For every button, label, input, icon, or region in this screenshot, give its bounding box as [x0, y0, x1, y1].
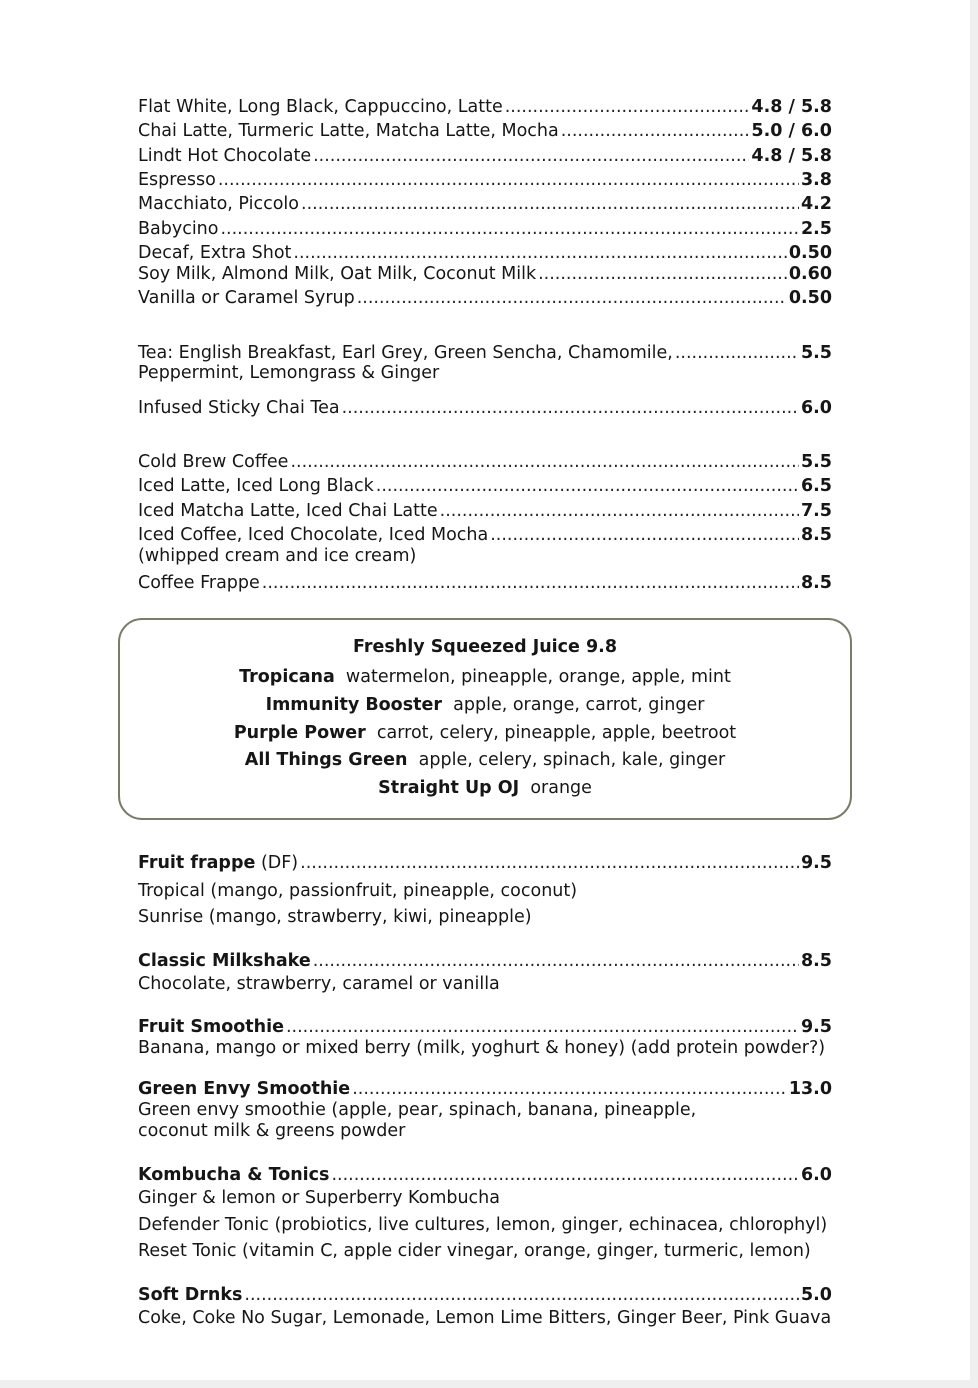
item-name: Babycino — [138, 219, 219, 239]
item-price: 4.8 / 5.8 — [751, 97, 832, 117]
juice-name: Immunity Booster — [265, 695, 442, 715]
menu-item — [138, 193, 832, 215]
item-name: Infused Sticky Chai Tea — [138, 398, 340, 418]
menu-item-kombucha — [138, 1164, 832, 1186]
iced-note: (whipped cream and ice cream) — [138, 546, 417, 566]
item-price: 9.5 — [800, 853, 832, 873]
item-name: Chai Latte, Turmeric Latte, Matcha Latte, Mocha — [138, 121, 559, 141]
menu-item — [138, 242, 832, 264]
menu-item-fruit-smoothie — [138, 1016, 832, 1038]
item-detail: Banana, mango or mixed berry (milk, yoghurt & honey) (add protein powder?) — [138, 1038, 826, 1058]
item-name: Green Envy Smoothie — [138, 1079, 351, 1099]
menu-item — [138, 475, 832, 497]
item-detail: Sunrise (mango, strawberry, kiwi, pineapple) — [138, 907, 532, 927]
juice-item — [120, 749, 850, 771]
menu-item-tea — [138, 342, 832, 364]
item-price: 4.8 / 5.8 — [751, 146, 832, 166]
item-name: Soft Drnks — [138, 1285, 243, 1305]
menu-item-milkshake — [138, 950, 832, 972]
item-name: Lindt Hot Chocolate — [138, 146, 312, 166]
juice-name: All Things Green — [244, 750, 408, 770]
item-name: Iced Latte, Iced Long Black — [138, 476, 374, 496]
item-name: Flat White, Long Black, Cappuccino, Latte — [138, 97, 503, 117]
menu-item-chai-tea — [138, 397, 832, 419]
item-name: Coffee Frappe — [138, 573, 260, 593]
juice-desc: apple, orange, carrot, ginger — [453, 695, 705, 715]
menu-item — [138, 500, 832, 522]
menu-item — [138, 263, 832, 285]
item-price: 6.0 — [800, 398, 832, 418]
item-price: 5.5 — [800, 452, 832, 472]
juice-item — [120, 666, 850, 688]
item-price: 5.0 — [800, 1285, 832, 1305]
item-price: 6.5 — [800, 476, 832, 496]
juice-desc: apple, celery, spinach, kale, ginger — [418, 750, 726, 770]
item-price: 7.5 — [800, 501, 832, 521]
item-name: Cold Brew Coffee — [138, 452, 289, 472]
item-detail: Ginger & lemon or Superberry Kombucha — [138, 1188, 500, 1208]
juice-item — [120, 777, 850, 799]
item-detail: Chocolate, strawberry, caramel or vanilla — [138, 974, 500, 994]
juice-item — [120, 694, 850, 716]
item-price: 0.50 — [788, 243, 832, 263]
item-name: Tea: English Breakfast, Earl Grey, Green Sencha, Chamomile, — [138, 343, 673, 363]
menu-item — [138, 524, 832, 546]
juice-desc: watermelon, pineapple, orange, apple, mint — [345, 667, 731, 687]
tea-continued: Peppermint, Lemongrass & Ginger — [138, 363, 440, 383]
item-name: Classic Milkshake — [138, 951, 311, 971]
item-price: 8.5 — [800, 525, 832, 545]
item-price: 8.5 — [800, 573, 832, 593]
menu-item — [138, 451, 832, 473]
juice-desc: carrot, celery, pineapple, apple, beetroot — [376, 723, 737, 743]
item-price: 2.5 — [800, 219, 832, 239]
menu-item-green-envy — [138, 1078, 832, 1100]
item-name: Iced Matcha Latte, Iced Chai Latte — [138, 501, 438, 521]
item-price: 13.0 — [788, 1079, 832, 1099]
item-name: Vanilla or Caramel Syrup — [138, 288, 355, 308]
item-price: 0.60 — [788, 264, 832, 284]
menu-item-coffee-frappe — [138, 572, 832, 594]
menu-item — [138, 169, 832, 191]
item-name: Iced Coffee, Iced Chocolate, Iced Mocha — [138, 525, 489, 545]
menu-item — [138, 96, 832, 118]
item-name: Kombucha & Tonics — [138, 1165, 330, 1185]
item-detail: coconut milk & greens powder — [138, 1121, 406, 1141]
juice-item — [120, 722, 850, 744]
item-price: 0.50 — [788, 288, 832, 308]
item-price: 9.5 — [800, 1017, 832, 1037]
juice-name: Straight Up OJ — [378, 778, 520, 798]
juice-desc: orange — [530, 778, 592, 798]
juice-title: Freshly Squeezed Juice 9.8 — [352, 637, 617, 657]
menu-item — [138, 120, 832, 142]
item-name: Fruit Smoothie — [138, 1017, 284, 1037]
item-price: 4.2 — [800, 194, 832, 214]
item-detail: Reset Tonic (vitamin C, apple cider vinegar, orange, ginger, turmeric, lemon) — [138, 1241, 811, 1261]
item-tag: (DF) — [260, 853, 299, 873]
menu-item — [138, 218, 832, 240]
menu-item — [138, 145, 832, 167]
item-name: Fruit frappe — [138, 853, 256, 873]
item-price: 3.8 — [800, 170, 832, 190]
item-detail: Green envy smoothie (apple, pear, spinach, banana, pineapple, — [138, 1100, 697, 1120]
juice-panel — [118, 618, 852, 820]
item-detail: Tropical (mango, passionfruit, pineapple, coconut) — [138, 881, 578, 901]
item-price: 5.5 — [800, 343, 832, 363]
juice-name: Purple Power — [233, 723, 366, 743]
item-name: Macchiato, Piccolo — [138, 194, 299, 214]
item-price: 5.0 / 6.0 — [751, 121, 832, 141]
item-name: Soy Milk, Almond Milk, Oat Milk, Coconut Milk — [138, 264, 537, 284]
item-price: 6.0 — [800, 1165, 832, 1185]
item-name: Espresso — [138, 170, 216, 190]
item-name: Decaf, Extra Shot — [138, 243, 292, 263]
juice-name: Tropicana — [239, 667, 335, 687]
item-price: 8.5 — [800, 951, 832, 971]
item-detail: Coke, Coke No Sugar, Lemonade, Lemon Lime Bitters, Ginger Beer, Pink Guava — [138, 1308, 832, 1328]
item-detail: Defender Tonic (probiotics, live cultures, lemon, ginger, echinacea, chlorophyl) — [138, 1215, 828, 1235]
menu-item — [138, 287, 832, 309]
menu-item-fruit-frappe — [138, 852, 832, 874]
menu-item-soft-drinks — [138, 1284, 832, 1306]
